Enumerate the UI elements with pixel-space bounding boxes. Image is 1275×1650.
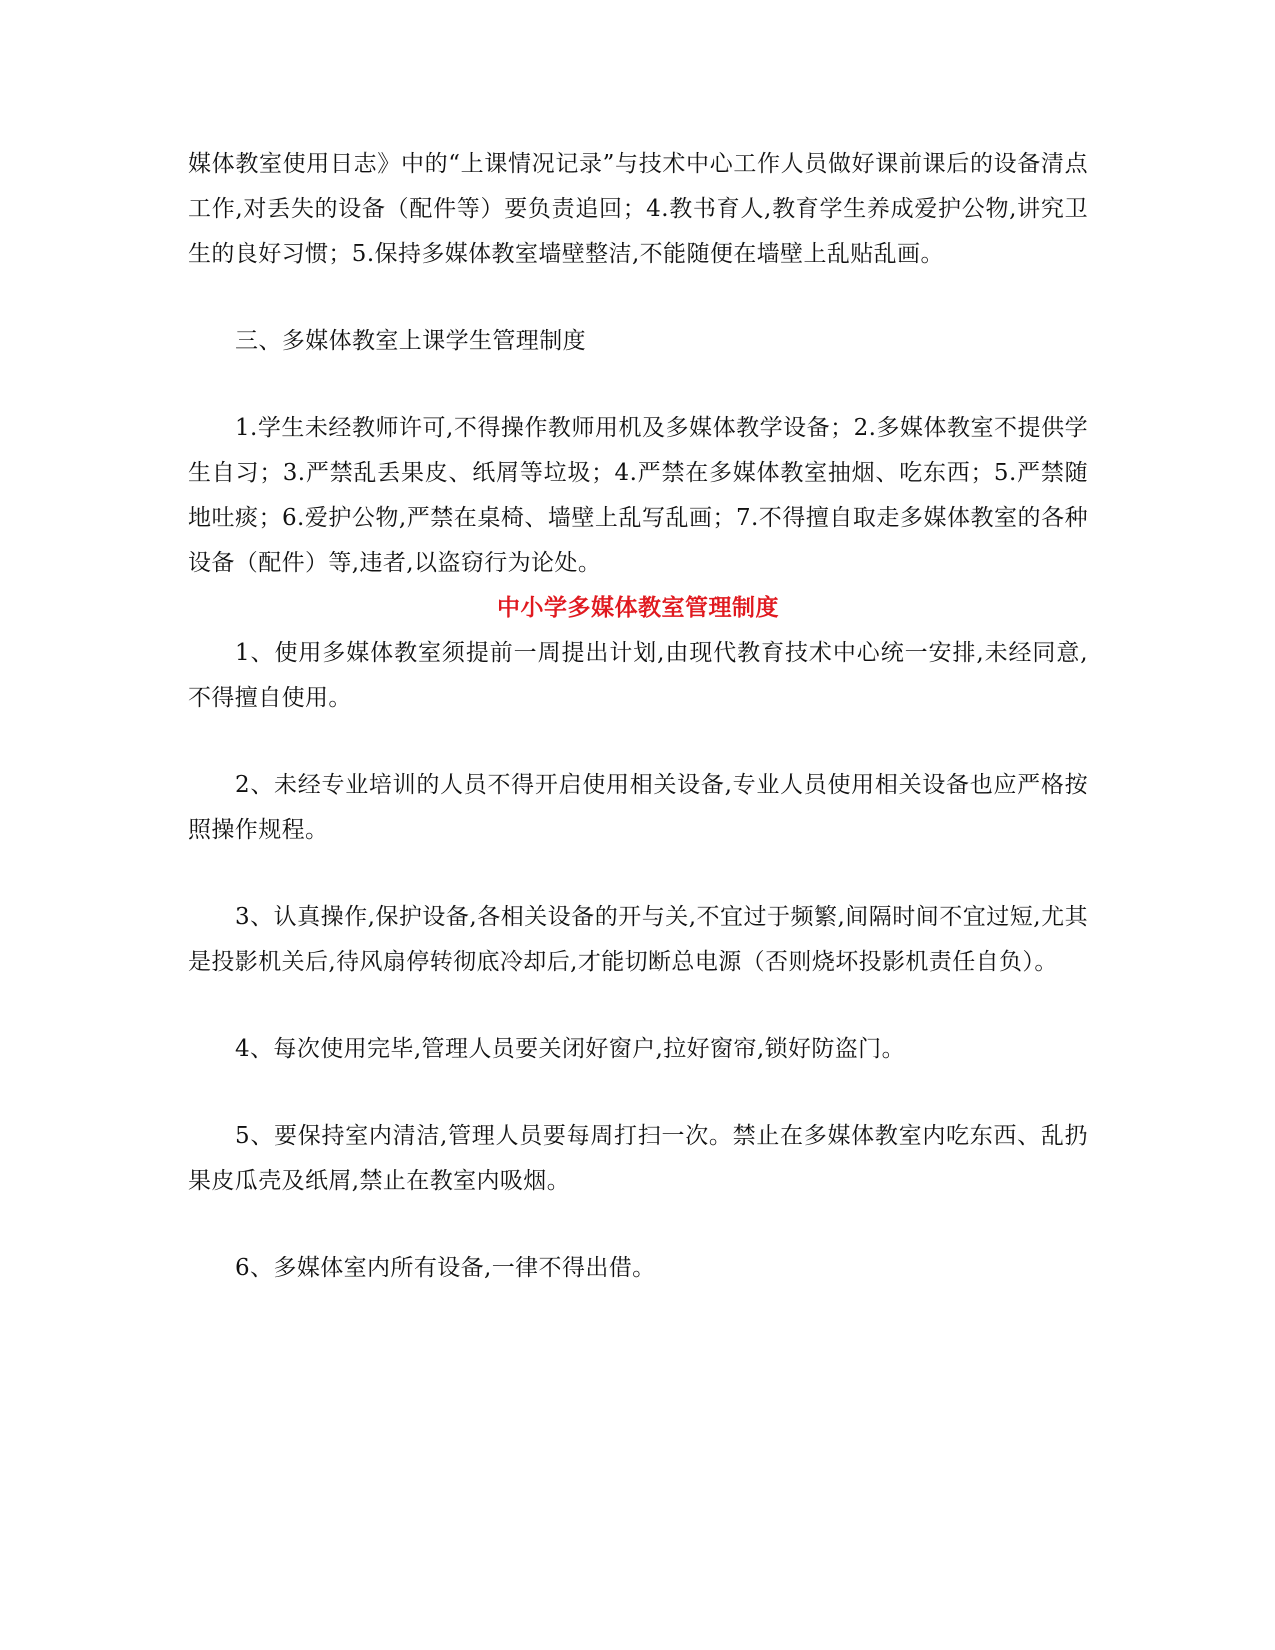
rule-item-1: 1、使用多媒体教室须提前一周提出计划,由现代教育技术中心统一安排,未经同意,不得擅自使用。 [188, 640, 1088, 711]
continuation-paragraph: 媒体教室使用日志》中的“上课情况记录”与技术中心工作人员做好课前课后的设备清点工作,对丢失的设备（配件等）要负责追回；4.教书育人,教育学生养成爱护公物,讲究卫生的良好习惯；5.保持多媒体教室墙壁整洁,不能随便在墙壁上乱贴乱画。 [188, 151, 1088, 267]
rule-item-4: 4、每次使用完毕,管理人员要关闭好窗户,拉好窗帘,锁好防盗门。 [235, 1036, 905, 1062]
rule-item-6: 6、多媒体室内所有设备,一律不得出借。 [235, 1255, 656, 1281]
section-heading: 三、多媒体教室上课学生管理制度 [235, 328, 586, 354]
rule-item-2: 2、未经专业培训的人员不得开启使用相关设备,专业人员使用相关设备也应严格按照操作规程。 [188, 772, 1088, 843]
document-body [188, 142, 1088, 1291]
main-title: 中小学多媒体教室管理制度 [497, 595, 779, 621]
rule-item-5: 5、要保持室内清洁,管理人员要每周打扫一次。禁止在多媒体教室内吃东西、乱扔果皮瓜壳及纸屑,禁止在教室内吸烟。 [188, 1123, 1088, 1194]
student-rules-paragraph: 1.学生未经教师许可,不得操作教师用机及多媒体教学设备；2.多媒体教室不提供学生自习；3.严禁乱丢果皮、纸屑等垃圾；4.严禁在多媒体教室抽烟、吃东西；5.严禁随地吐痰；6.爱护公物,严禁在桌椅、墙壁上乱写乱画；7.不得擅自取走多媒体教室的各种设备（配件）等,违者,以盗窃行为论处。 [188, 415, 1088, 576]
rule-item-3: 3、认真操作,保护设备,各相关设备的开与关,不宜过于频繁,间隔时间不宜过短,尤其是投影机关后,待风扇停转彻底冷却后,才能切断总电源（否则烧坏投影机责任自负）。 [188, 904, 1088, 975]
